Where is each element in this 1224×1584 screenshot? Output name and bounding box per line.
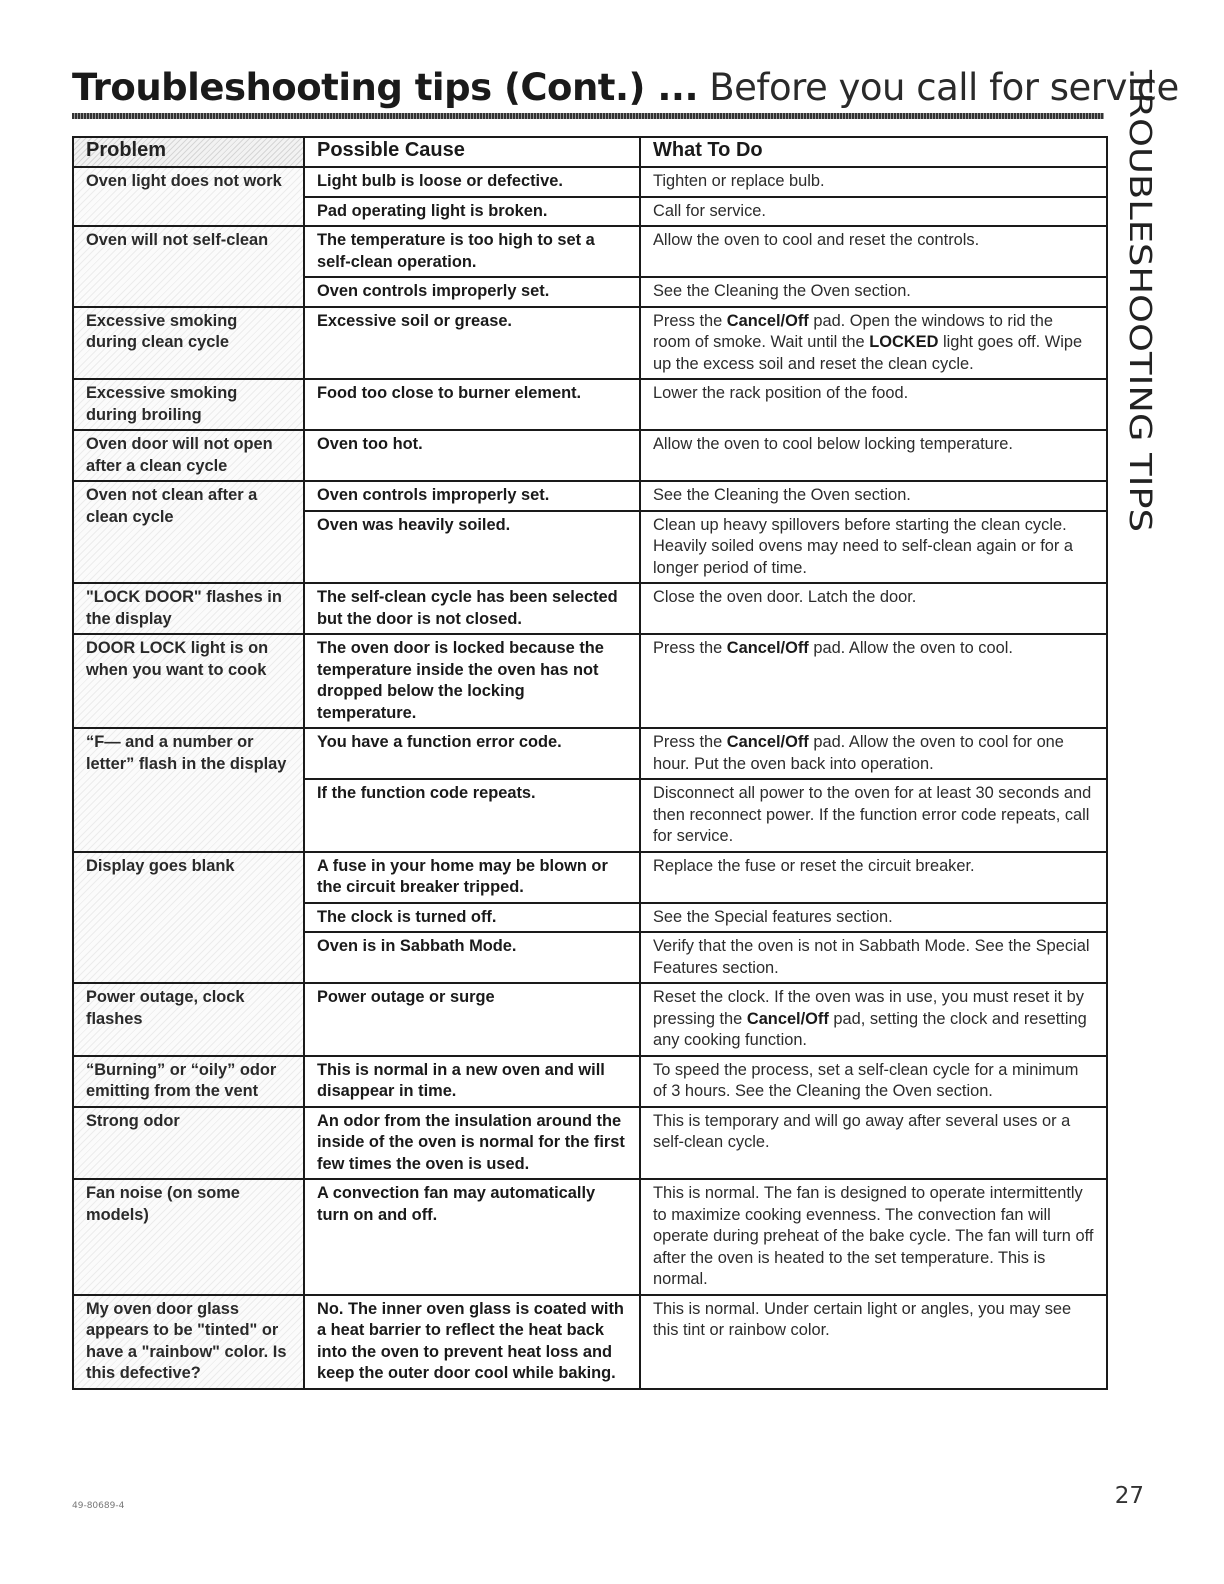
side-tab-graphic [1118, 68, 1164, 538]
header-what-to-do: What To Do [640, 137, 1107, 167]
table-row [73, 1179, 1107, 1295]
document-code: 49-80689-4 [72, 1501, 125, 1511]
what-to-do-cell [640, 430, 1107, 481]
problem-cell: Display goes blank [73, 852, 304, 984]
possible-cause-cell: A fuse in your home may be blown or the circuit breaker tripped. [304, 852, 640, 903]
instruction-text: Reset the clock. If the oven was in use, you must reset it by pressing the [653, 988, 1084, 1028]
page-title-main: Troubleshooting tips (Cont.) ... [72, 66, 699, 109]
problem-cell: Excessive smoking during clean cycle [73, 307, 304, 380]
what-to-do-cell [640, 903, 1107, 933]
table-body [73, 167, 1107, 1389]
instruction-text: Allow the oven to cool and reset the controls. [653, 231, 980, 249]
instruction-text: To speed the process, set a self-clean cycle for a minimum of 3 hours. See the Cleaning the Oven section. [653, 1060, 1079, 1100]
instruction-text: See the Special features section. [653, 907, 893, 926]
what-to-do-cell [640, 226, 1107, 277]
instruction-text: Press the [653, 311, 727, 330]
page-title-sub: Before you call for service [698, 66, 1179, 109]
table-row [73, 1295, 1107, 1389]
instruction-text: Tighten or replace bulb. [653, 172, 825, 190]
instruction-text: Allow the oven to cool below locking temperature. [653, 435, 1013, 453]
possible-cause-cell: Excessive soil or grease. [304, 307, 640, 380]
table-header-row [73, 137, 1107, 167]
problem-cell: DOOR LOCK light is on when you want to cook [73, 634, 304, 728]
instruction-text: Replace the fuse or reset the circuit breaker. [653, 856, 975, 875]
problem-cell: "LOCK DOOR" flashes in the display [73, 583, 304, 634]
what-to-do-cell [640, 932, 1107, 983]
page-title [72, 66, 1179, 110]
possible-cause-cell: A convection fan may automatically turn on and off. [304, 1179, 640, 1295]
what-to-do-cell [640, 1107, 1107, 1180]
table-row [73, 852, 1107, 903]
what-to-do-cell [640, 852, 1107, 903]
possible-cause-cell: The oven door is locked because the temperature inside the oven has not dropped below the locking temperature. [304, 634, 640, 728]
what-to-do-cell [640, 1179, 1107, 1295]
possible-cause-cell: Oven controls improperly set. [304, 277, 640, 307]
problem-cell: My oven door glass appears to be "tinted" or have a "rainbow" color. Is this defective? [73, 1295, 304, 1389]
table-row [73, 634, 1107, 728]
page-number: 27 [1114, 1483, 1144, 1509]
instruction-text: pad. Open the windows to rid the room of smoke. Wait until the [653, 311, 1053, 351]
problem-cell: Oven door will not open after a clean cycle [73, 430, 304, 481]
problem-cell: Oven not clean after a clean cycle [73, 481, 304, 583]
table-row [73, 226, 1107, 277]
instruction-text: pad. Allow the oven to cool. [808, 639, 1013, 657]
section-side-tab [1118, 68, 1164, 538]
what-to-do-cell [640, 277, 1107, 307]
possible-cause-cell: The self-clean cycle has been selected but the door is not closed. [304, 583, 640, 634]
possible-cause-cell: Oven was heavily soiled. [304, 511, 640, 584]
instruction-text: See the Cleaning the Oven section. [653, 282, 911, 300]
possible-cause-cell: Pad operating light is broken. [304, 197, 640, 227]
instruction-text: pad. Allow the oven to cool for one hour. Put the oven back into operation. [653, 733, 1064, 773]
what-to-do-cell [640, 728, 1107, 779]
possible-cause-cell: This is normal in a new oven and will disappear in time. [304, 1056, 640, 1107]
problem-cell: Power outage, clock flashes [73, 983, 304, 1056]
title-divider [72, 113, 1104, 119]
instruction-text: This is normal. Under certain light or angles, you may see this tint or rainbow color. [653, 1299, 1072, 1339]
instruction-text: Disconnect all power to the oven for at least 30 seconds and then reconnect power. If the function error code repeats, call for service. [653, 784, 1092, 845]
possible-cause-cell: An odor from the insulation around the inside of the oven is normal for the first few times the oven is used. [304, 1107, 640, 1180]
instruction-text: pad, setting the clock and resetting any cooking function. [653, 1009, 1087, 1049]
instruction-text: Close the oven door. Latch the door. [653, 588, 917, 606]
emphasis-text: Cancel/Off [726, 311, 809, 330]
table-row [73, 1056, 1107, 1107]
what-to-do-cell [640, 1295, 1107, 1389]
instruction-text: Call for service. [653, 201, 766, 220]
emphasis-text: LOCKED [869, 333, 939, 351]
problem-cell: Excessive smoking during broiling [73, 379, 304, 430]
instruction-text: Verify that the oven is not in Sabbath Mode. See the Special Features section. [653, 937, 1090, 977]
table-row [73, 167, 1107, 197]
instruction-text: Clean up heavy spillovers before starting the clean cycle. Heavily soiled ovens may need to self-clean again or for a longer period of time. [653, 515, 1074, 577]
instruction-text: light goes off. Wipe up the excess soil and reset the clean cycle. [653, 333, 1083, 373]
table-row [73, 728, 1107, 779]
table-row [73, 983, 1107, 1056]
problem-cell: Strong odor [73, 1107, 304, 1180]
table-row [73, 307, 1107, 380]
possible-cause-cell: The temperature is too high to set a self-clean operation. [304, 226, 640, 277]
problem-cell: Oven light does not work [73, 167, 304, 226]
instruction-text: See the Cleaning the Oven section. [653, 486, 911, 504]
what-to-do-cell [640, 481, 1107, 511]
possible-cause-cell: Oven controls improperly set. [304, 481, 640, 511]
possible-cause-cell: The clock is turned off. [304, 903, 640, 933]
emphasis-text: Cancel/Off [726, 733, 809, 751]
instruction-text: This is temporary and will go away after several uses or a self-clean cycle. [653, 1111, 1071, 1151]
what-to-do-cell [640, 379, 1107, 430]
header-possible-cause: Possible Cause [304, 137, 640, 167]
problem-cell: “F— and a number or letter” flash in the display [73, 728, 304, 852]
possible-cause-cell: You have a function error code. [304, 728, 640, 779]
what-to-do-cell [640, 634, 1107, 728]
instruction-text: Press the [653, 733, 727, 751]
what-to-do-cell [640, 511, 1107, 584]
instruction-text: Press the [653, 639, 727, 657]
table-row [73, 1107, 1107, 1180]
what-to-do-cell [640, 779, 1107, 852]
possible-cause-cell: Light bulb is loose or defective. [304, 167, 640, 197]
what-to-do-cell [640, 983, 1107, 1056]
problem-cell: Fan noise (on some models) [73, 1179, 304, 1295]
what-to-do-cell [640, 583, 1107, 634]
possible-cause-cell: Oven is in Sabbath Mode. [304, 932, 640, 983]
possible-cause-cell: No. The inner oven glass is coated with a heat barrier to reflect the heat back into the oven to prevent heat loss and keep the outer door cool while baking. [304, 1295, 640, 1389]
problem-cell: “Burning” or “oily” odor emitting from the vent [73, 1056, 304, 1107]
table-row [73, 481, 1107, 511]
table-row [73, 583, 1107, 634]
instruction-text: This is normal. The fan is designed to operate intermittently to maximize cooking evenness. The convection fan will operate during preheat of the bake cycle. The fan will turn off after the oven is heated to the set temperature. This is normal. [653, 1184, 1094, 1288]
what-to-do-cell [640, 167, 1107, 197]
emphasis-text: Cancel/Off [746, 1009, 829, 1028]
side-tab-label: TROUBLESHOOTING TIPS [1122, 70, 1157, 447]
problem-cell: Oven will not self-clean [73, 226, 304, 307]
what-to-do-cell [640, 307, 1107, 380]
possible-cause-cell: Food too close to burner element. [304, 379, 640, 430]
possible-cause-cell: If the function code repeats. [304, 779, 640, 852]
table-row [73, 379, 1107, 430]
possible-cause-cell: Power outage or surge [304, 983, 640, 1056]
emphasis-text: Cancel/Off [726, 639, 809, 657]
what-to-do-cell [640, 197, 1107, 227]
table-row [73, 430, 1107, 481]
instruction-text: Lower the rack position of the food. [653, 384, 909, 402]
header-problem: Problem [73, 137, 304, 167]
what-to-do-cell [640, 1056, 1107, 1107]
troubleshooting-table [72, 136, 1108, 1390]
possible-cause-cell: Oven too hot. [304, 430, 640, 481]
